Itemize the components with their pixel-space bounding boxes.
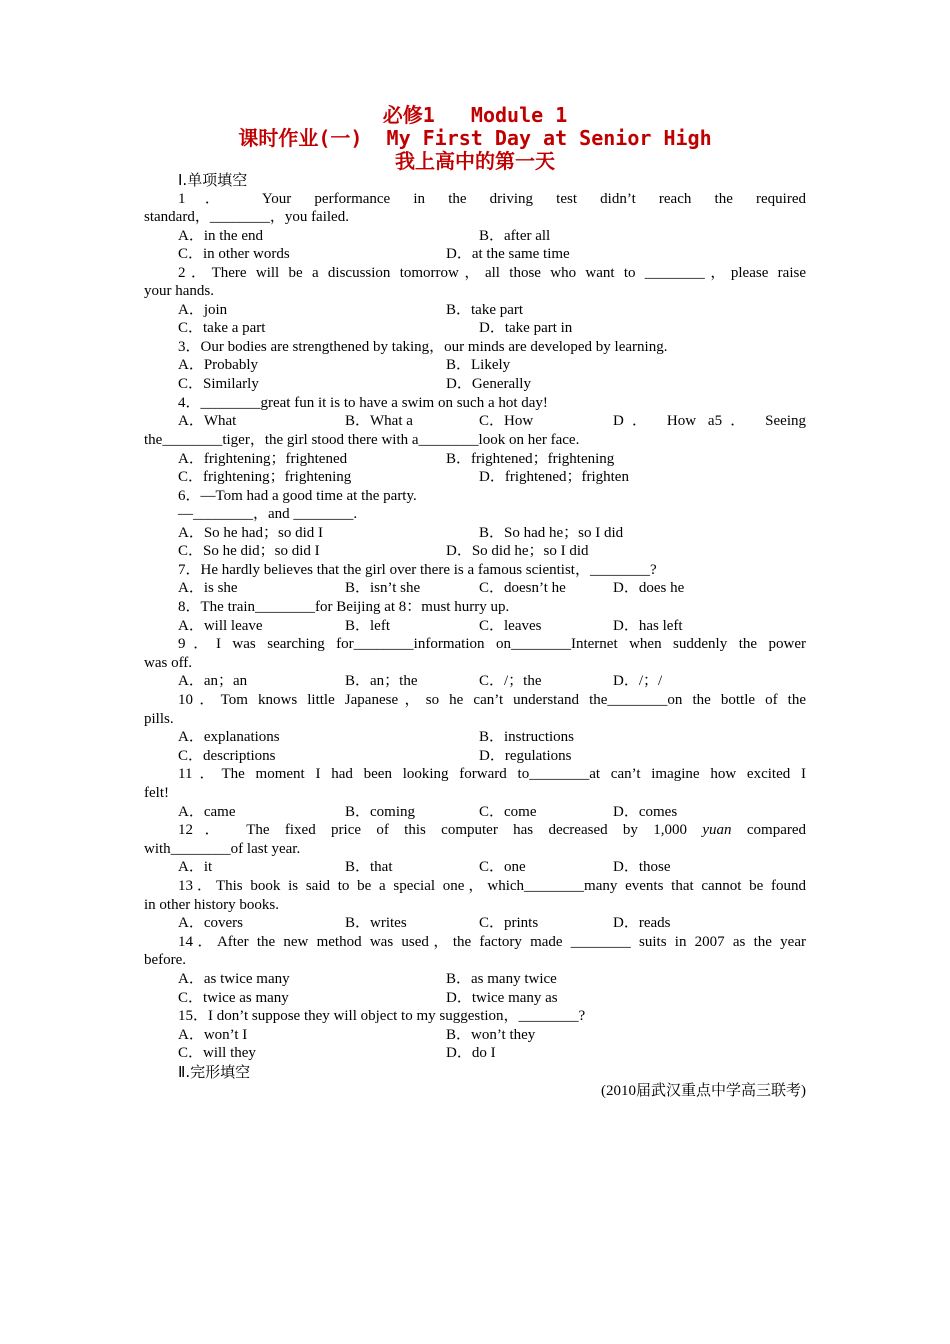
q14-option-b: B．as many twice <box>446 971 557 987</box>
q9-stem-line1: 9．I was searching for________information on________Internet when suddenly the power <box>178 636 806 652</box>
q7-option-c: C．doesn’t he <box>479 580 566 596</box>
q14-option-a: A．as twice many <box>178 971 290 987</box>
q13-stem-line2: in other history books. <box>144 897 279 913</box>
q1-stem-line1: 1． Your performance in the driving test didn’t reach the required <box>178 191 806 207</box>
q6-option-a: A．So he had；so did I <box>178 525 323 541</box>
q8-option-d: D．has left <box>613 618 683 634</box>
q6-option-c: C．So he did；so did I <box>178 543 320 559</box>
q10-option-c: C．descriptions <box>178 748 276 764</box>
q13-stem-line1: 13．This book is said to be a special one，which________many events that cannot be found <box>178 878 806 894</box>
q1-option-d: D．at the same time <box>446 246 570 262</box>
q3-stem-line1: 3．Our bodies are strengthened by taking，our minds are developed by learning. <box>178 339 668 355</box>
q15-stem-line1: 15．I don’t suppose they will object to my suggestion，________? <box>178 1008 586 1024</box>
q7-option-a: A．is she <box>178 580 238 596</box>
q6-option-d: D．So did he；so I did <box>446 543 589 559</box>
section2-heading: Ⅱ.完形填空 <box>178 1063 251 1081</box>
q12-stem-line2: with________of last year. <box>144 841 301 857</box>
q4-option-b: B．What a <box>345 413 413 429</box>
q15-option-b: B．won’t they <box>446 1027 536 1043</box>
page-title-line1: 必修1 Module 1 <box>382 103 568 127</box>
q11-stem-line1: 11．The moment I had been looking forward to________at can’t imagine how excited I <box>178 766 806 782</box>
q12-option-c: C．one <box>479 859 526 875</box>
q9-stem-line2: was off. <box>144 655 193 671</box>
q8-option-b: B．left <box>345 618 390 634</box>
q13-option-c: C．prints <box>479 915 539 931</box>
q3-option-c: C．Similarly <box>178 376 259 392</box>
q1-option-c: C．in other words <box>178 246 290 262</box>
q5-option-d: D．frightened；frighten <box>479 469 629 485</box>
q12-option-d: D．those <box>613 859 671 875</box>
q9-option-c: C．/；the <box>479 673 542 689</box>
q6-option-b: B．So had he；so I did <box>479 525 624 541</box>
q14-stem-line1: 14．After the new method was used，the factory made ________ suits in 2007 as the year <box>178 934 806 950</box>
q2-stem-line1: 2．There will be a discussion tomorrow，all those who want to ________，please raise <box>178 265 806 281</box>
q15-option-a: A．won’t I <box>178 1027 248 1043</box>
q4-option-a: A．What <box>178 413 237 429</box>
q11-stem-line2: felt! <box>144 785 169 801</box>
q1-option-b: B．after all <box>479 228 551 244</box>
q12-stem-line1: 12． The fixed price of this computer has decreased by 1,000 yuan compared <box>178 822 807 838</box>
q7-option-d: D．does he <box>613 580 685 596</box>
q10-stem-line1: 10．Tom knows little Japanese，so he can’t understand the________on the bottle of the <box>178 692 806 708</box>
q3-option-a: A．Probably <box>178 357 258 373</box>
q4-stem-line1: 4．________great fun it is to have a swim on such a hot day! <box>178 395 548 411</box>
q15-option-d: D．do I <box>446 1045 496 1061</box>
source-note: (2010届武汉重点中学高三联考) <box>601 1083 806 1099</box>
q14-option-c: C．twice as many <box>178 990 289 1006</box>
q2-option-b: B．take part <box>446 302 524 318</box>
page-title-line3: 我上高中的第一天 <box>395 149 555 173</box>
q11-option-b: B．coming <box>345 804 415 820</box>
q8-option-c: C．leaves <box>479 618 542 634</box>
q10-option-d: D．regulations <box>479 748 572 764</box>
q10-option-a: A．explanations <box>178 729 280 745</box>
q2-option-a: A．join <box>178 302 228 318</box>
q8-stem-line1: 8．The train________for Beijing at 8：must hurry up. <box>178 599 510 615</box>
q9-option-d: D．/；/ <box>613 673 663 689</box>
q10-option-b: B．instructions <box>479 729 575 745</box>
q13-option-b: B．writes <box>345 915 407 931</box>
q3-option-b: B．Likely <box>446 357 511 373</box>
q11-option-c: C．come <box>479 804 537 820</box>
q12-option-a: A．it <box>178 859 213 875</box>
q1-stem-line2: standard，________，you failed. <box>144 209 349 225</box>
q7-option-b: B．isn’t she <box>345 580 421 596</box>
q7-stem-line1: 7．He hardly believes that the girl over there is a famous scientist，________? <box>178 562 657 578</box>
q6-stem-line1: 6．—Tom had a good time at the party. <box>178 488 417 504</box>
q10-stem-line2: pills. <box>144 711 174 727</box>
section1-heading: Ⅰ.单项填空 <box>178 171 248 189</box>
q5-option-b: B．frightened；frightening <box>446 451 615 467</box>
q5-option-a: A．frightening；frightened <box>178 451 348 467</box>
q11-option-d: D．comes <box>613 804 678 820</box>
q2-option-d: D．take part in <box>479 320 573 336</box>
q15-option-c: C．will they <box>178 1045 256 1061</box>
q1-option-a: A．in the end <box>178 228 263 244</box>
q11-option-a: A．came <box>178 804 236 820</box>
q4-option-d-q5-start: D． How a5． Seeing <box>613 413 806 429</box>
q9-option-b: B．an；the <box>345 673 418 689</box>
q6-stem-line2: —________，and ________. <box>178 506 358 522</box>
q3-option-d: D．Generally <box>446 376 531 392</box>
q12-option-b: B．that <box>345 859 393 875</box>
q5-option-c: C．frightening；frightening <box>178 469 352 485</box>
q13-option-d: D．reads <box>613 915 671 931</box>
q2-option-c: C．take a part <box>178 320 266 336</box>
page-title-line2: 课时作业(一) My First Day at Senior High <box>238 126 712 150</box>
q14-stem-line2: before. <box>144 952 187 968</box>
q13-option-a: A．covers <box>178 915 243 931</box>
q2-stem-line2: your hands. <box>144 283 214 299</box>
q5-stem-line2: the________tiger，the girl stood there with a________look on her face. <box>144 432 580 448</box>
q8-option-a: A．will leave <box>178 618 263 634</box>
q9-option-a: A．an；an <box>178 673 248 689</box>
q14-option-d: D．twice many as <box>446 990 558 1006</box>
q4-option-c: C．How <box>479 413 534 429</box>
